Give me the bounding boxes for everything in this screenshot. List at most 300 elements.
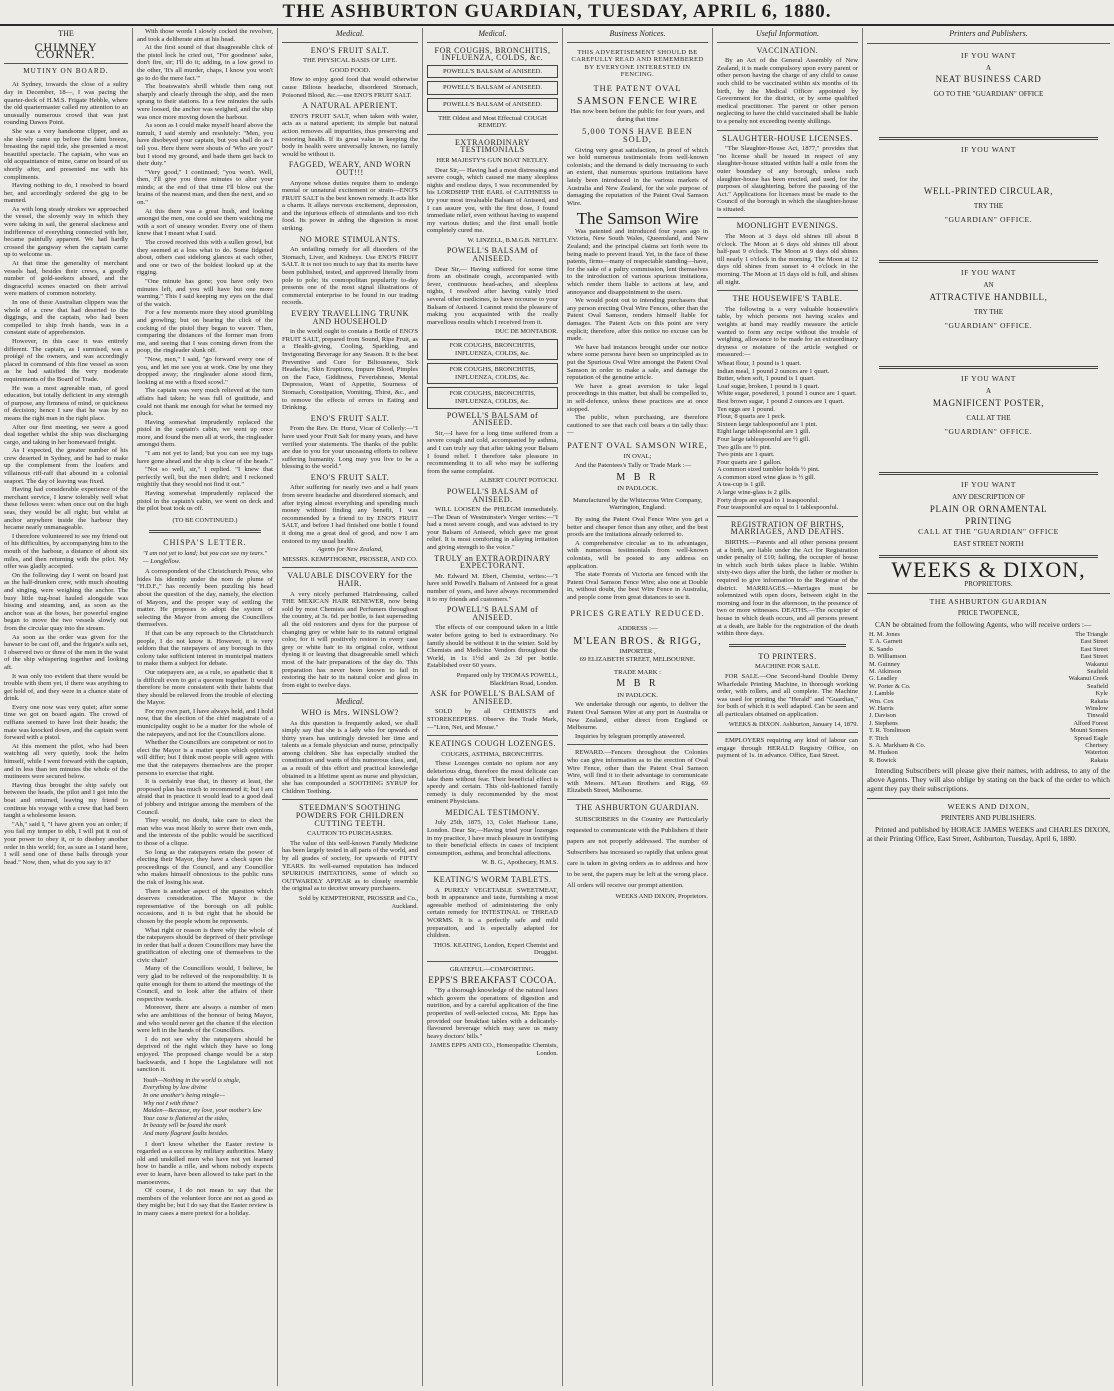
housewife-row: Wheat flour, 1 pound is 1 quart. (717, 359, 801, 367)
eno-stimulants-title: NO MORE STIMULANTS. (299, 234, 401, 244)
printing-ad-3 (867, 269, 1110, 331)
poem-line: Everything by law divine (143, 1084, 207, 1092)
housewife-row: Two gills are ½ pint. (717, 443, 772, 451)
spacer (867, 228, 1110, 254)
keating-text: These Lozenges contain no opium nor any deleterious drug, therefore the most delicate can take them without fear. Their beneficial effect is speedy and certain. This old-fashioned family remedy is duly recommended by the most eminent Physicians. (427, 760, 558, 806)
divider (427, 735, 558, 736)
trade-mark-sub-2: IN PADLOCK. (617, 691, 658, 699)
agent-row (867, 661, 1110, 668)
testimonials-sign: W. LINZELL, B.M.G.B. NETLEY. (467, 236, 558, 244)
to-be-continued: (TO BE CONTINUED.) (172, 516, 238, 524)
printing-ad-want: IF YOU WANT (960, 374, 1017, 384)
printing-ad-try: TRY THE (973, 201, 1004, 210)
agent-name: M. Guinney (869, 660, 900, 668)
story-paragraph: However, in this case it was entirely different. The captain, as I surmised, was a protégé of the owners, and was accordingly placed in command of this fine vessel as soon as he had satisfied the very moderate requirements of the Board of Trade. (4, 337, 128, 383)
medical-testimony-sign: W. B. G., Apothecary, H.M.S. (481, 859, 558, 867)
weeks-dixon-big: WEEKS & DIXON, (891, 556, 1086, 582)
housewife-row: Two pints are 1 quart. (717, 451, 775, 459)
trade-mark-label: TRADE MARK : (614, 668, 661, 676)
printing-ad-want: IF YOU WANT (960, 480, 1017, 490)
cocoa-tagline: GRATEFUL—COMFORTING. (449, 965, 536, 973)
eno-ad-subtitle: THE PHYSICAL BASIS OF LIFE. (302, 57, 398, 65)
samson-title-2: SAMSON FENCE WIRE (577, 95, 698, 107)
printing-ad-street: EAST STREET NORTH (953, 540, 1024, 549)
housewife-row: A large wine-glass is 2 gills. (717, 489, 792, 497)
housewife-intro: The following is a very valuable housewife's table, by which persons not having scales and weights at hand may readily measure the article wanted to form any recipe without the trouble of weighing, allowance to be made for an extraordinary dryness or moisture of the article weighed or measured:— (717, 305, 858, 359)
story-paragraph: As soon as I could make myself heard above the tumult, I said sternly and resolutely: "Men, you have disobeyed your captain, but you shall do as I tell you. Here there were shouts of 'Who are you?' but I stood my ground, and bade them get back to their duty." (137, 122, 273, 168)
samson-body-10: Inquiries by telegram promptly answered. (575, 732, 686, 740)
powell-3-title: POWELL'S BALSAM of ANISEED. (446, 410, 539, 428)
divider (567, 42, 708, 43)
agent-name: H. M. Jones (869, 630, 900, 638)
moonlight-text: The Moon at 3 days old shines till about 8 o'clock. The Moon at 6 days old shines till about half-past 9 o'clock. The Moon at 9 days old shines till nearly 1 o'clock in the morning. The Moon at 12 days old shines from sunset to 4 o'clock in the morning. The Moon at 15 days old is full, and shines all night. (717, 233, 858, 286)
publisher-name: WEEKS AND DIXON, (947, 801, 1030, 811)
samson-body-6: By using the Patent Oval Fence Wire you get a better and cheaper fence than any other, and the best proofs are the imitations already referred to. (567, 516, 708, 539)
story-paragraph: For a few moments more they stood grumbling and growling; but on hearing the click of the cocking of the pistol they began to waver. Then, comparing the distances of the former man from me, and seeing that I was coming down from the poop, the ringleader slunk off. (137, 309, 273, 355)
story-paragraph: Having thus brought the ship safely out between the heads, the pilot and I got into the boat and returned, leaving my friend to continue his voyage with a crew that had been taught a wholesome lesson. (4, 781, 128, 820)
divider (427, 961, 558, 962)
story-paragraph: At this moment the pilot, who had been watching all very quietly, took the helm himself, while I went forward with the captain, and in less than ten minutes the whole of the mutineers were secured below. (4, 742, 128, 781)
poem-line: Youth—Nothing in the world is single, (143, 1076, 241, 1084)
samson-tons: 5,000 TONS HAVE BEEN SOLD, (582, 127, 693, 144)
poem-line: Maiden—Because, my love, your mother's law (143, 1107, 262, 1115)
vaccination-title: VACCINATION. (756, 45, 819, 55)
publisher-role: PRINTERS AND PUBLISHERS. (940, 814, 1037, 823)
divider (879, 260, 1098, 263)
chispa-body (137, 568, 273, 1074)
eno-testimonial-2-text: After suffering for nearly two and a half years from severe headache and disordered stomach, and after trying almost everything and spending much money without finding any benefit, I was recommended by a friend to try ENO'S FRUIT SALT, and before I had finished one bottle I found it doing me a great deal of good, and now I am restored to my usual health. (282, 484, 418, 545)
chispa-paragraph: So long as the ratepayers retain the power of electing their Mayor, they have a check upon the proceedings of the Council, and any Councillor who makes himself obnoxious to the public runs the risk of losing his seat. (137, 848, 273, 886)
housewife-table (717, 360, 858, 512)
housewife-row: Flour, 8 quarts are 1 peck. (717, 413, 786, 421)
divider (282, 693, 418, 694)
printing-ad-item: NEAT BUSINESS CARD (935, 74, 1042, 85)
agent-row (867, 712, 1110, 719)
story-paragraph: "Now, men," I said, "go forward every one of you, and let me see you at work. One by one they dropped away; the ringleader alone stood firm, looking at me with a fixed scowl." (137, 355, 273, 386)
story-paragraph: The crowd received this with a sullen growl, but they seemed at a loss what to do. Some fidgeted about, others cast sidelong glances at each other, and one or two of the boldest looked up at the rigging. (137, 239, 273, 277)
samson-body-9: We undertake through our agents, to deliver the Patent Oval Samson Wire at any port in Australia or New Zealand, either direct from England or Melbourne. (567, 701, 708, 732)
coughs-line: FOR COUGHS, BRONCHITIS, INFLUENZA, COLDS, &c. (427, 387, 558, 408)
slaughter-text: "The Slaughter-House Act, 1877," provides that "no license shall be issued in respect of any slaughter-house situated within half a mile from the outer boundary of any borough, unless such slaughter-house has been erected, and used, for the purposes of slaughtering, before the passing of the Act." Applications for licenses must be made to the Council of the borough in which the slaughter-house is situated. (717, 145, 858, 213)
column-medical-1 (277, 28, 422, 1386)
medical-testimony-title: MEDICAL TESTIMONY. (445, 807, 540, 817)
column-printers-publishers (862, 28, 1114, 1386)
subscribers-note: Intending Subscribers will please give their names, with address, to any of the above Agents. They will also oblige by stating on the back of the order to which agent they pay their subscriptions. (867, 766, 1110, 793)
agent-name: J. Lamble (869, 690, 895, 698)
eno-testimonial-title: ENO'S FRUIT SALT. (310, 413, 390, 423)
divider (867, 798, 1110, 799)
chispa-paragraph: Whether the Councillors are competent or not to elect the Mayor is a matter upon which opinions will differ; but I think most people will agree with me that the ratepayers themselves are the proper persons to exercise that right. (137, 739, 273, 777)
poem (143, 1077, 267, 1138)
poem-line: Why not I with thine? (143, 1099, 199, 1107)
printing-ad-article: ANY DESCRIPTION OF (952, 492, 1025, 501)
housewife-row: Indian meal, 1 pound 2 ounces are 1 quart. (717, 367, 830, 375)
eno-ad-subtitle-2: GOOD FOOD. (329, 66, 371, 74)
story-paragraph: The captain was very much relieved at the turn affairs had taken; he was full of gratitude, and could not thank me enough for what he termed my pluck. (137, 387, 273, 418)
story-paragraph: "Very good," I continued; "you won't. Well, then, I'll give you three minutes to alter your minds; at the end of that time I'll blow out the brains of the nearest man, and then the next, and so on." (137, 168, 273, 207)
chispa-paragraph: It is certainly true that, in theory at least, the proposed plan has much to recommend it; but I am afraid that in practice it would lead to a good deal of jobbery and intrigue among the members of the Council. (137, 778, 273, 816)
divider (879, 366, 1098, 369)
hair-ad-title: VALUABLE DISCOVERY for the HAIR. (287, 571, 413, 588)
printing-ad-item: WELL-PRINTED CIRCULAR, (923, 185, 1054, 196)
story-paragraph: With those words I slowly cocked the revolver, and took a deliberate aim at his head. (137, 28, 273, 43)
powell-ad-line: POWELL'S BALSAM of ANISEED. (427, 65, 558, 79)
agent-location: East Street (1080, 638, 1108, 646)
agent-row (867, 683, 1110, 690)
chispa-paragraph: For my own part, I have always held, and I hold now, that the election of the chief magistrate of a municipality ought to be a matter for the whole of the ratepayers, and not for the Councillors alone. (137, 707, 273, 738)
agent-row (867, 757, 1110, 764)
housewife-row: Forty drops are equal to 1 teaspoonful. (717, 496, 819, 504)
chispa-paragraph: I do not see why the ratepayers should be deprived of the right which they have so long enjoyed. The proposed change would be a step backwards, and I hope the Legislature will not sanction it. (137, 1035, 273, 1074)
testimonials-sub: HER MAJESTY'S GUN BOAT NETLEY. (436, 156, 549, 164)
printing-ad-article: AN (983, 280, 994, 289)
divider (717, 217, 858, 218)
column-heading-top: THE (58, 29, 74, 38)
steedman-title: STEEDMAN'S SOOTHING POWDERS FOR CHILDREN CUTTING TEETH. (295, 803, 405, 828)
price: PRICE TWOPENCE, (957, 609, 1020, 618)
housewife-title: THE HOUSEWIFE'S TABLE. (732, 294, 843, 304)
agent-name: J. Davison (869, 712, 896, 720)
powell-4-text: WILL LOOSEN the PHLEGM immediately.—The Dean of Westminster's Verger writes:—"I had a most severe cough, and was advised to try your Balsam of Aniseed, which gave me great relief. It is most comforting in allaying irritation and giving strength to the voice." (427, 506, 558, 552)
agent-name: S. A. Markham & Co. (869, 742, 926, 749)
printing-ad-1 (867, 52, 1110, 99)
guardian-notice-title: THE ASHBURTON GUARDIAN. (575, 802, 700, 812)
eno-aperient-title: A NATURAL APERIENT. (302, 101, 398, 111)
agents-table (867, 631, 1110, 764)
housewife-row: Four large tablespoonful are ½ gill. (717, 435, 811, 443)
powell-ad-title: FOR COUGHS, BRONCHITIS, INFLUENZA, COLDS, &c. (434, 45, 551, 63)
divider (867, 593, 1110, 594)
agent-row (867, 646, 1110, 653)
printing-ad-call: GO TO THE "GUARDIAN" OFFICE (933, 90, 1044, 99)
agent-name: J. Stephens (869, 719, 898, 727)
coughs-line: FOR COUGHS, BRONCHITIS, INFLUENZA, COLDS, &c. (427, 363, 558, 384)
agent-name: M. Hudson (869, 749, 898, 757)
agents-intro: CAN be obtained from the following Agents, who will receive orders :— (875, 620, 1092, 630)
section-heading: Medical. (335, 29, 365, 38)
masthead: THE ASHBURTON GUARDIAN, TUESDAY, APRIL 6, 1880. (0, 0, 1114, 26)
eno-fagged-text: Anyone whose duties require them to undergo mental or unnatural excitement or strain—ENO'S FRUIT SALT is the best known remedy. It acts like a charm. It allays nervous excitement, depression, and the injurious effects of stimulants and too rich food. Its power in aiding the digestion is most striking. (282, 179, 418, 233)
moonlight-title: MOONLIGHT EVENINGS. (736, 221, 839, 231)
column-heading: CHIMNEY CORNER. (34, 39, 98, 62)
samson-intro: Has now been before the public for four years, and during that time (570, 108, 705, 123)
chispa-paragraph: If that can be any reproach to the Christchurch people, I do not know it. However, it is very seldom that the ratepayers of any borough in this colony take sufficient interest in municipal matters to make them a subject for debate. (137, 629, 273, 668)
trade-mark-sub: IN PADLOCK. (617, 485, 658, 493)
agent-row (867, 742, 1110, 749)
agent-row (867, 653, 1110, 660)
machine-sign: WEEKS & DIXON. Ashburton, January 14, 1879. (728, 720, 858, 728)
divider (567, 799, 708, 800)
powell-4-title: POWELL'S BALSAM of ANISEED. (446, 486, 539, 504)
eno-fagged-title: FAGGED, WEARY, AND WORN OUT!!! (288, 160, 412, 177)
eno-ad-text: How to enjoy good food that would otherwise cause Bilious headache, disordered Stomach, Poisoned Blood, &c.—use ENO'S FRUIT SALT. (282, 76, 418, 99)
chispa-title: CHISPA'S LETTER. (163, 538, 247, 548)
divider (729, 644, 846, 647)
divider (717, 42, 858, 43)
printing-ad-item: MAGNIFICENT POSTER, (932, 397, 1045, 408)
agent-location: East Street (1080, 645, 1108, 653)
column-medical-2 (422, 28, 562, 1386)
printing-ad-5 (867, 481, 1110, 549)
registration-title: REGISTRATION OF BIRTHS, MARRIAGES, AND DEATHS. (730, 519, 845, 537)
agent-row (867, 727, 1110, 734)
story-paragraph: At the first sound of that disagreeable click of the pistol lock he cried out, "For goodness' sake, don't fire, sir; I'll do it; adding, in a low growl to the other, 'It's all murder, chaps, I know you won't go to do the mere fact.'" (137, 44, 273, 82)
agent-name: D. Williamson (869, 653, 907, 661)
samson-body-8: The state Forests of Victoria are fenced with the Patent Oval Samson Fence Wire; also one at Double in, without doubt, the best Wire Fence in Australia, and people come from great distances to see it. (567, 571, 708, 601)
printers-title: TO PRINTERS. (758, 651, 817, 661)
section-heading: Useful Information. (755, 29, 820, 38)
agent-location: Tinwald (1086, 712, 1108, 720)
story-paragraph: "I am not yet to land; but you can see my tugs have gone ahead and the ship is clear of the heads." (137, 450, 273, 465)
agents-note: Agents for New Zealand, (317, 546, 383, 554)
poem-line: In one another's being mingle— (143, 1091, 225, 1099)
eno-trunk-title: EVERY TRAVELLING TRUNK AND HOUSEHOLD (291, 309, 409, 326)
spacer (867, 334, 1110, 360)
eno-testimonial-2-title: ENO'S FRUIT SALT. (310, 472, 390, 482)
chispa-paragraph: What right or reason is there why the whole of the ratepayers should be deprived of their privilege in order that half a dozen Councillors may have the gratification of electing one of themselves to the civic chair? (137, 926, 273, 964)
agent-row (867, 698, 1110, 705)
firm-name: M'LEAN BROS. & RIGG, (573, 635, 702, 647)
column-chimney-corner (0, 28, 132, 1386)
story-body (4, 81, 128, 866)
firm-address: 69 ELIZABETH STREET, MELBOURNE. (579, 655, 696, 663)
agent-location: Waterton (1084, 749, 1108, 757)
printing-ad-office: "GUARDIAN" OFFICE. (944, 321, 1033, 331)
story-paragraph: At Sydney, towards the close of a sultry day in December, 18—, I was pacing the quarter-deck of H.M.S. Frigate Hebble, where the old quartermaster called my attention to an unusually numerous crowd that was just rounding Dawes Point. (4, 81, 128, 127)
agent-location: Rakaia (1090, 756, 1108, 764)
poem-line: In beauty will be found the mark (143, 1122, 227, 1130)
printing-ad-office: CALL AT THE "GUARDIAN" OFFICE (918, 527, 1059, 537)
powell-ad-foot: THE Oldest and Most Effectual COUGH REMEDY. (438, 114, 547, 130)
printing-ad-article: A (985, 63, 992, 72)
story-paragraph: Having somewhat imprudently replaced the pistol in the captain's cabin, we went up once more, and found the men all at work, the ringleader amongst them. (137, 418, 273, 449)
steedman-caution: CAUTION TO PURCHASERS. (307, 830, 393, 838)
poem-line: And many flagrant faults besides. (143, 1129, 229, 1137)
housewife-row: A common sized tumbler holds ½ pint. (717, 466, 820, 474)
divider (567, 744, 708, 745)
address-label: ADDRESS :— (617, 625, 658, 633)
story-paragraph: Having had considerable experience of the merchant service, I knew tolerably well what these fellows were: when once out on the high seas, they would be all right; but whilst at anchor anywhere inside the harbour they became nearly unmanageable. (4, 486, 128, 532)
worm-tablets-text: A PURELY VEGETABLE SWEETMEAT, both in appearance and taste, furnishing a most agreeable method of administering the only certain remedy for INTESTINAL or THREAD WORMS. It is a perfectly safe and mild preparation, and is especially adapted for children. (427, 886, 558, 940)
expectorant-text: Mr. Edward M. Ebert, Chemist, writes:—"I have sold Powell's Balsam of Aniseed for a great number of years, and have always recommended it to my friends and customers." (427, 572, 558, 603)
divider (427, 42, 558, 43)
eno-ad-title: ENO'S FRUIT SALT. (310, 45, 390, 55)
printing-ad-try: TRY THE (973, 307, 1004, 316)
printing-ad-article: A (985, 386, 992, 395)
eno-stimulants-text: An unfailing remedy for all disorders of the Stomach, Liver, and Kidneys. Use ENO'S FRUIT SALT. It is not too much to say that its merits have been published, tested, and approved literally from pole to pole; its cosmopolitan popularity to-day presents one of the most signal illustrations of commercial enterprise to be found in our trading records. (282, 246, 418, 307)
story-paragraph: I therefore volunteered to see my friend out of his difficulties, by accompanying him to the mouth of the harbour, a distance of about six miles, and then returning with the pilot. My offer was gladly accepted. (4, 532, 128, 571)
story-paragraph: Having nothing to do, I resolved to board her, and accordingly ordered the gig to be manned. (4, 182, 128, 205)
vaccination-text: By an Act of the General Assembly of New Zealand, it is made compulsory upon every parent or other person having the charge of any child to cause such child to be vaccinated within six months of its birth, by the Medical Officer appointed by Government for the district, or by some qualified medical practitioner. The parent or other person neglecting to have the child vaccinated shall be liable to a penalty not exceeding twenty shillings. (717, 57, 858, 125)
samson-headline: The Samson Wire (576, 209, 699, 229)
story-paragraph: "Ah," said I, "I have given you an order; if you fail my temper to ebb, I will put it out of your power to obey it, or to disobey another order in this world; for, as sure as I stand here, I will send one of these balls through your head." Now, then, what do you say to it? (4, 820, 128, 866)
story-paragraph: Every one now was very quiet; after some time we got on board again. The crowd of ruffians seemed to have lost their heads; the mate was knocked down, and the captain went forward with a pistol. (4, 703, 128, 742)
divider (282, 567, 418, 568)
agent-name: G. Leadley (869, 675, 898, 683)
agent-name: W. Porter & Co. (869, 682, 911, 690)
samson-body-1: Was patented and introduced four years ago in Victoria, New South Wales, Queensland, and New Zealand; and the principal claims set forth were its being made to prevent fraud. Yet, in the face of these patents, firms—many of respectable standing—have, for the sake of a paltry commission, lent themselves to the introduction of various spurious imitations, which render them liable to actions at law, and annoyance and disappointment to the users. (567, 227, 708, 296)
keating-sub: COUGHS, ASTHMA, BRONCHITIS. (441, 750, 544, 758)
powell-2-text: Dear Sir,— Having suffered for some time from an obstinate cough, accompanied with fever, continuous head-aches, and sleepless nights, I resolved after having vainly tried several other medicines, to have recourse to your Balsam of Aniseed. I cannot resist the pleasure of making you acquainted with the really marvellous results which I received from it. (427, 265, 558, 326)
agent-location: Wakanui Creek (1068, 675, 1108, 683)
housewife-row: Sixteen large tablespoonful are 1 pint. (717, 420, 818, 428)
tally-sub: IN OVAL; (623, 452, 652, 460)
column-story-continued (132, 28, 277, 1386)
agent-location: Wakanui (1085, 660, 1108, 668)
agent-location: Seafield (1087, 682, 1108, 690)
agent-name: Wm. Cox (869, 697, 894, 705)
story-paragraph: The boatswain's shrill whistle then rang out sharply and clearly through the ship, and the men sprang to their stations. In a few minutes the sails were loosed, the anchor was weighed, and the ship was once more moving down the harbour. (137, 83, 273, 121)
registration-text: BIRTHS.—Parents and all other persons present at a birth, are liable under the Act for Registration under penalty of £10; failing, the occupier of house in which such birth takes place is liable. Within sixty-two days after the birth, the father or mother is required to give information to the Registrar of the district. MARRIAGES.—Marriages must be solemnized with open doors, between eight in the morning and four in the afternoon, in the presence of two or more witnesses. DEATHS.—The occupier of house in which death occurs, and all persons present at a death, are liable for the registration of the death within three days. (717, 539, 858, 638)
story-paragraph: As with long steady strokes we approached the vessel, the slovenly way in which they were taking in sail, the general slackness and indifference of everything connected with her, became painfully apparent. We had hardly crossed the gangway when the captain came up to welcome us. (4, 205, 128, 259)
housewife-row: Eight large tablespoonful are 1 gill. (717, 428, 811, 436)
agent-name: F. Titch (869, 734, 889, 742)
chispa-paragraph: They would, no doubt, take care to elect the man who was most likely to serve their own ends, and the interests of the public would be sacrificed to those of a clique. (137, 817, 273, 847)
agent-row (867, 705, 1110, 712)
medical-testimony-text: July 25th, 1875, 13, Colet Harbour Lane, London. Dear Sir,—Having tried your lozenges in my practice, I have much pleasure in testifying to their beneficial effects in cases of incipient consumption, asthma, and bronchial affections. (427, 819, 558, 857)
coughs-line: FOR COUGHS, BRONCHITIS, INFLUENZA, COLDS, &c. (427, 339, 558, 360)
column-useful-information (712, 28, 862, 1386)
agent-name: R. Bowick (869, 756, 897, 764)
agent-row (867, 631, 1110, 638)
housewife-row: White sugar, powdered, 1 pound 1 ounce are 1 quart. (717, 390, 857, 398)
chispa-epigraph: "I am not yet to land; but you can see my tears." — Longfellow. (143, 550, 267, 565)
samson-body-7: A comprehensive circular as to its advantages, with numerous testimonials from well-known colonists, will be posted to any address on application. (567, 539, 708, 570)
agent-location: The Triangle (1075, 630, 1108, 638)
eno-aperient-text: ENO'S FRUIT SALT, when taken with water, acts as a natural aperient; its simple but natural action removes all impurities, thus preserving and restoring health. If its great value in keeping the body in health were universally known, no family would be without it. (282, 112, 418, 158)
printing-ad-want: IF YOU WANT (960, 144, 1017, 154)
fencing-notice: THIS ADVERTISEMENT SHOULD BE CAREFULLY READ AND REMEMBERED BY EVERYONE INTERESTED IN FENCING. (571, 48, 704, 79)
story-paragraph: "Not so well, sir," I replied. "I knew that perfectly well, but the men didn't; and I reckoned mightily that they would not find it out." (137, 466, 273, 489)
machine-text: FOR SALE.—One Second-hand Double Demy Wharfedale Printing Machine, in thorough working order, with rollers, and all complete. The Machine was used for printing the "Herald" and "Guardian," for both of which it is well adapted. Can be seen and all particulars obtained on application. (717, 672, 858, 718)
cocoa-title: EPPS'S BREAKFAST COCOA. (428, 974, 557, 985)
agent-name: M. Atkinson (869, 667, 901, 675)
chispa-paragraph: Our ratepayers are, as a rule, so apathetic that it is difficult even to get a quorum together. It would therefore be more consistent with their habits that they should be relieved from the trouble of electing the Mayor. (137, 668, 273, 707)
divider (879, 472, 1098, 475)
samson-body-2: We would point out to intending purchasers that any person erecting Oval Wire Fences, other than the Patent Oval Samson, renders himself liable for damages. The Patent Acts on this point are very explicit; therefore, after this notice no excuse can be made. (567, 297, 708, 343)
printing-ad-want: IF YOU WANT (960, 268, 1017, 278)
printing-ad-item: ATTRACTIVE HANDBILL, (929, 291, 1048, 302)
divider (879, 137, 1098, 140)
story-paragraph: She was a very handsome clipper, and as she slowly came up before the faint breeze, breasting the rapid tide, she presented a most beautiful spectacle. The captain, who was an old acquaintance of mine, came on board of us shortly after, and presented me with his compliments. (4, 127, 128, 181)
agent-location: Mount Somers (1070, 727, 1108, 735)
ask-for-text: SOLD by all CHEMISTS and STOREKEEPERS. Observe the Trade Mark,—"Lion, Net, and Mouse." (427, 708, 558, 731)
story-paragraph: As soon as the order was given for the hawser to be cast off, and the frigate's sails set, I observed two or three of the men in the waist of the ship whispering together and looking aft. (4, 633, 128, 671)
steedman-sign: Sold by KEMPTHORNE, PROSSER and Co., Auckland. (299, 894, 418, 910)
steedman-text: The value of this well-known Family Medicine has been largely tested in all parts of the world, and by all grades of society, for upwards of FIFTY YEARS. Its well-earned reputation has induced SPURIOUS IMITATIONS, some of which so OUTWARDLY APPEAR as to closely resemble the original as to deceive unwary purchasers. (282, 839, 418, 893)
powell-3-sign: ALBERT COUNT POTOCKI. (479, 477, 558, 485)
divider (149, 530, 261, 533)
trade-mark-letters: M B R (616, 471, 659, 483)
tally-text: PATENT OVAL SAMSON WIRE, (567, 440, 708, 450)
winslow-title: WHO is Mrs. WINSLOW? (301, 707, 399, 717)
chispa-paragraph: There is another aspect of the question which deserves consideration. The Mayor is the representative of the borough on all public occasions, and it is but right that he should be chosen by the people whom he represents. (137, 887, 273, 925)
testimonials-title: EXTRAORDINARY TESTIMONIALS (455, 137, 530, 155)
section-heading: Medical. (335, 697, 365, 707)
agent-name: T. A. Garnett (869, 638, 903, 646)
spacer (867, 105, 1110, 131)
testimonials-text: Dear Sir,— Having had a most distressing and severe cough, which caused me many sleepless nights and restless days, I was recommended by his LORDSHIP THE EARL of CAITHNESS to try your most invaluable Balsam of Aniseed, and I can assure you, with the first dose, I found immediate relief, even without having to suspend my various duties; and the first small bottle completely cured me. (427, 166, 558, 235)
agent-row (867, 735, 1110, 742)
story-paragraph: He was a most agreeable man, of good education, but totally deficient in any strength of purpose, any firmness of mind, or quickness of decision; hence I saw that he was by no means the right man in the right place. (4, 384, 128, 422)
housewife-row: Butter, when soft, 1 pound is 1 quart. (717, 375, 815, 383)
divider (717, 732, 858, 733)
powell-5-title: POWELL'S BALSAM of ANISEED. (446, 605, 539, 622)
printing-ad-office: "GUARDIAN" OFFICE. (944, 215, 1033, 225)
employers-notice: EMPLOYERS requiring any kind of labour can engage through HERALD Registry Office, on payment of 1s. in advance. Office, East Street. (717, 737, 858, 760)
samson-title-1: THE PATENT OVAL (593, 83, 682, 93)
samson-body-5: The public, when purchasing, are therefore cautioned to see that each coil bears a tin tally thus:— (567, 414, 708, 437)
printing-ad-want: IF YOU WANT (960, 50, 1017, 60)
story-paragraph: "One minute has gone; you have only two minutes left, and you will have but one more warning." This I said keeping my eyes on the dial of the watch. (137, 278, 273, 308)
firm-role: IMPORTER , (619, 648, 656, 656)
divider (717, 130, 858, 131)
slaughter-title: SLAUGHTER-HOUSE LICENSES. (722, 133, 853, 143)
spacer (867, 440, 1110, 466)
chispa-paragraph: I don't know whether the Easter review is regarded as a success by military authorities. Many old and unskilled men who have not yet learned how to handle a rifle, and whom nobody expects ever to learn, have been allowed to take part in the manoeuvres. (137, 1140, 273, 1186)
eno-testimonial-text: From the Rev. Dr. Hurst, Vicar of Collerly:—"I have used your Fruit Salt for many years, and have verified your statements. The thanks of the public are due to you for your unceasing efforts to relieve suffering humanity. Long may you live to be a blessing to the world." (282, 425, 418, 471)
tally-mark-text: And the Patentees's Tally or Trade Mark :— (575, 462, 692, 470)
powell-ad-line: POWELL'S BALSAM of ANISEED. (427, 81, 558, 95)
divider (427, 871, 558, 872)
cocoa-text: "By a thorough knowledge of the natural laws which govern the operations of digestion and nutrition, and by a careful application of the fine properties of well-selected cocoa, Mr. Epps has provided our breakfast tables with a delicately-flavoured beverage which may save us many heavy doctors' bills." (427, 987, 558, 1040)
agent-name: W. Harris (869, 704, 894, 712)
agent-row (867, 749, 1110, 756)
story-continued-body (137, 28, 273, 513)
chispa-paragraph: Moreover, there are always a number of men who are ambitious of the honour of being Mayor, and who would never get the chance if the election were left in the hands of the Councillors. (137, 1004, 273, 1035)
story-paragraph: On the following day I went on board just as the half-drunken crew, with much shouting and singing, were weighing the anchor. The busy little tug-boat hauled alongside was hissing and steaming, and, as soon as the anchor was at the bows, her powerful engine began to move the two vessels slowly out from the circular quay into the stream. (4, 571, 128, 632)
powell-2-sign: DUC DE MONTABOR. (495, 328, 558, 336)
agents-name: MESSRS. KEMPTHORNE, PROSSER, AND CO. (282, 555, 418, 563)
divider (867, 43, 1110, 44)
agent-name: K. Sando (869, 645, 893, 653)
samson-intro-2: Giving very great satisfaction, in proof of which we hold numerous testimonials from well-known colonists; and the demand is daily increasing to such an extent, that numerous spurious imitations have lately been introduced in the various markets of Australia and New Zealand, for the sole purpose of damaging the reputation of the Patent Oval Samson Wire. (567, 146, 708, 207)
prices-reduced: PRICES GREATLY REDUCED. (570, 608, 705, 618)
chispa-paragraph: Many of the Councillors would, I believe, be very glad to be relieved of the responsibility. It is quite enough for them to attend the meetings of the Council, and to look after the affairs of their respective wards. (137, 965, 273, 1003)
story-paragraph: Having somewhat imprudently replaced the pistol in the captain's cabin, we went on deck and the pilot boat took us off. (137, 490, 273, 513)
samson-body-3: We have had instances brought under our notice where some persons have been so unprincipled as to put the Spurious Oval Wire amongst the Patent Oval Samson in order to make a sale, and damage the reputation of the genuine article. (567, 343, 708, 382)
agent-row (867, 668, 1110, 675)
divider (282, 799, 418, 800)
chispa-closing (137, 1141, 273, 1218)
story-paragraph: As I expected, the greater number of his crew deserted in Sydney, and he had to make up the complement from the loafers and villainous riff-raff that abound in a colonial seaport. The day of leaving was fixed. (4, 447, 128, 485)
chispa-paragraph: A correspondent of the Christchurch Press, who hides his identity under the nom de plume of "H.D.F.," has recently been puzzling his head about the question of the day, namely, the election of Mayors, and the proper way of settling the matter. He proposes to adopt the system of selecting the Mayor from among the Councillors themselves. (137, 568, 273, 629)
story-paragraph: At that time the generality of merchant vessels had, besides their crews, a goodly number of gold-seekers aboard, and the disgraceful scenes enacted on their arrival were matters of common notoriety. (4, 260, 128, 298)
ask-for-title: ASK for POWELL'S BALSAM of ANISEED. (430, 689, 555, 706)
agent-location: Winslow (1085, 704, 1108, 712)
agent-name: T. R. Tomlinson (869, 727, 911, 735)
eno-trunk-text: in the world ought to contain a Bottle of ENO'S FRUIT SALT, prepared from Sound, Ripe Fruit, as a Health-giving, Cooling, Sparkling, and Invigorating Beverage for any Season. It is the best Preventive and Cure for Biliousness, Sick Headache, Skin Eruptions, Impure Blood, Pimples on the Face, Giddiness, Feverishness, Mental Depression, Want of Appetite, Sourness of Stomach, Constipation, Vomiting, Thirst, &c., and to remove the effects of errors in Eating and Drinking. (282, 328, 418, 412)
agent-location: Kyle (1095, 690, 1108, 698)
winslow-text: As this question is frequently asked, we shall simply say that she is a lady who for upwards of thirty years has untiringly devoted her time and talents as a female physician and nurse, principally among children. She has especially studied the constitution and wants of this numerous class, and, as a result of this effort and practical knowledge obtained in a lifetime spent as nurse and physician, she has compounded a SOOTHING SYRUP for Children Teething. (282, 719, 418, 795)
worm-tablets-sign: THOS. KEATING, London, Expert Chemist and Druggist. (433, 941, 558, 957)
story-paragraph: At this there was a great hush, and looking amongst the men, one could see them watching me with a sort of uneasy wonder. Every one of them knew that I meant what I said. (137, 207, 273, 238)
chispa-paragraph: Of course, I do not mean to say that the members of the volunteer force are not as good as they might be; but I do say that the Easter review is in many cases a mere pretext for a holiday. (137, 1187, 273, 1217)
agent-location: Spread Eagle (1074, 734, 1108, 742)
printing-ad-item: PLAIN OR ORNAMENTAL (929, 503, 1048, 514)
printing-ad-office: "GUARDIAN" OFFICE. (944, 427, 1033, 437)
proprietors: PROPRIETORS. (964, 579, 1013, 588)
divider (717, 290, 858, 291)
powell-2-title: POWELL'S BALSAM of ANISEED. (446, 246, 539, 264)
hair-ad-text: A very nicely perfumed Hairdressing, called THE MEXICAN HAIR RENEWER, now being sold by most Chemists and Perfumers throughout the country, at 3s. 6d. per bottle, is fast superseding all the old restorers and dyes for the purpose of changing grey or white hair to its natural original color, for it will positively restore in every case grey or white hair to its original color, without dyeing it or leaving that disagreeable smell which most of the hair preparations of the day do. This preparation has never been known to fail in restoring the hair to its natural color and gloss in from eight to twelve days. (282, 590, 418, 689)
printing-ad-item-2: PRINTING (965, 515, 1012, 526)
powell-3-text: Sir,—I have for a long time suffered from a severe cough and cold, accompanied by asthma, and I can truly say that after taking your Balsam I found relief. I therefore take pleasure in recommending it to all who may be suffering from the same complaint. (427, 429, 558, 475)
spacer (867, 158, 1110, 184)
coughs-lines (427, 339, 558, 409)
section-heading: Business Notices. (609, 29, 666, 38)
housewife-row: Ten eggs are 1 pound. (717, 405, 775, 413)
